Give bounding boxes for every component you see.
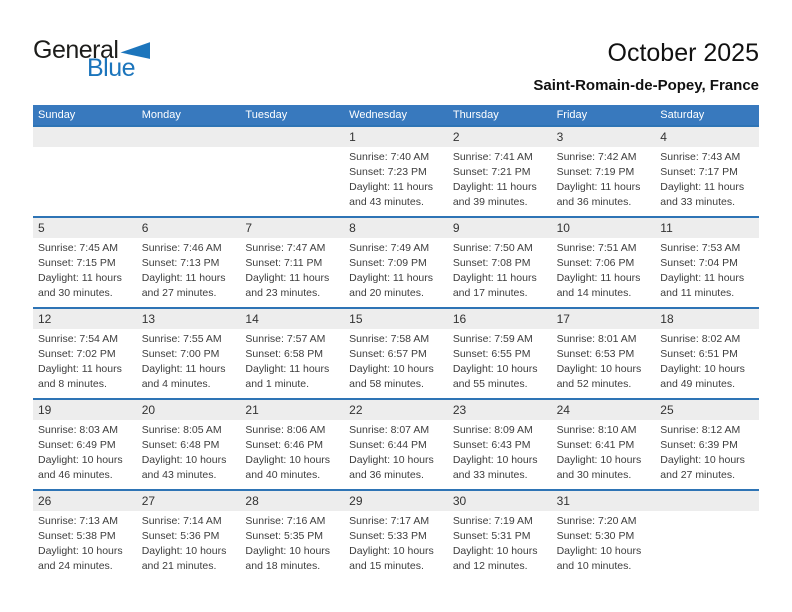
day-cell-details [655, 238, 759, 307]
daylight-line-1: Daylight: 10 hours [38, 454, 123, 466]
daylight-line-2: and 21 minutes. [141, 560, 217, 572]
logo-text-general: General [33, 36, 119, 64]
day-cell-details [655, 420, 759, 489]
day-cell-details [137, 420, 241, 489]
empty-day-number [33, 127, 137, 147]
empty-day-number [655, 491, 759, 511]
sunrise-line: Sunrise: 7:46 AM [141, 242, 222, 254]
sunset-line: Sunset: 7:11 PM [245, 257, 323, 269]
sunrise-line: Sunrise: 8:12 AM [660, 424, 741, 436]
day-cell-details [33, 420, 137, 489]
daylight-line-1: Daylight: 11 hours [38, 272, 122, 284]
day-number: 20 [141, 403, 156, 417]
day-header-friday: Friday [556, 109, 588, 121]
sunrise-line: Sunrise: 8:09 AM [452, 424, 533, 436]
day-number: 15 [349, 312, 363, 326]
daylight-line-1: Daylight: 11 hours [349, 272, 433, 284]
sunrise-line: Sunrise: 8:02 AM [660, 333, 741, 345]
day-number: 30 [452, 494, 467, 508]
sunset-line: Sunset: 6:58 PM [245, 348, 324, 360]
daylight-line-1: Daylight: 10 hours [141, 454, 227, 466]
sunrise-line: Sunrise: 8:05 AM [141, 424, 222, 436]
sunset-line: Sunset: 6:44 PM [349, 439, 427, 451]
calendar-week-row [33, 489, 759, 580]
daylight-line-2: and 4 minutes. [141, 378, 211, 390]
empty-day-cell [240, 147, 344, 216]
daylight-line-1: Daylight: 10 hours [556, 454, 642, 466]
day-number: 1 [349, 130, 356, 144]
day-details-row [33, 420, 759, 489]
day-cell-details [344, 511, 448, 580]
day-cell-details [552, 511, 656, 580]
sunrise-line: Sunrise: 7:17 AM [349, 515, 430, 527]
daylight-line-2: and 33 minutes. [452, 469, 528, 481]
day-number: 22 [349, 403, 363, 417]
daylight-line-2: and 43 minutes. [349, 196, 424, 208]
sunrise-line: Sunrise: 7:41 AM [452, 151, 533, 163]
sunrise-line: Sunrise: 7:49 AM [349, 242, 430, 254]
daylight-line-2: and 24 minutes. [38, 560, 113, 572]
day-number-stripe [33, 491, 759, 511]
daylight-line-2: and 18 minutes. [245, 560, 321, 572]
month-title: October 2025 [607, 39, 759, 67]
sunset-line: Sunset: 6:39 PM [660, 439, 738, 451]
daylight-line-2: and 27 minutes. [141, 287, 217, 299]
sunset-line: Sunset: 7:09 PM [349, 257, 427, 269]
day-number: 23 [452, 403, 467, 417]
daylight-line-1: Daylight: 10 hours [452, 454, 538, 466]
day-number: 10 [556, 221, 570, 235]
sunset-line: Sunset: 6:43 PM [452, 439, 531, 451]
daylight-line-1: Daylight: 10 hours [452, 363, 538, 375]
empty-day-cell [33, 147, 137, 216]
daylight-line-2: and 43 minutes. [141, 469, 217, 481]
day-cell-details [33, 329, 137, 398]
daylight-line-2: and 55 minutes. [452, 378, 528, 390]
calendar-weeks [33, 125, 759, 580]
day-number: 4 [660, 130, 667, 144]
daylight-line-2: and 40 minutes. [245, 469, 321, 481]
sunrise-line: Sunrise: 7:51 AM [556, 242, 637, 254]
daylight-line-1: Daylight: 10 hours [141, 545, 227, 557]
day-number: 5 [38, 221, 45, 235]
daylight-line-2: and 1 minute. [245, 378, 310, 390]
empty-day-number [137, 127, 241, 147]
day-number: 7 [245, 221, 253, 235]
day-cell-details [552, 329, 656, 398]
daylight-line-2: and 36 minutes. [556, 196, 632, 208]
day-cell-details [552, 420, 656, 489]
sunset-line: Sunset: 6:49 PM [38, 439, 116, 451]
day-number: 21 [245, 403, 259, 417]
empty-day-cell [655, 511, 759, 580]
daylight-line-1: Daylight: 11 hours [141, 363, 226, 375]
day-cell-details [448, 238, 552, 307]
calendar-week-row [33, 398, 759, 489]
daylight-line-1: Daylight: 10 hours [452, 545, 538, 557]
daylight-line-1: Daylight: 11 hours [349, 181, 433, 193]
day-cell-details [137, 511, 241, 580]
location-subtitle: Saint-Romain-de-Popey, France [533, 77, 759, 94]
day-number: 29 [349, 494, 363, 508]
day-cell-details [344, 329, 448, 398]
daylight-line-1: Daylight: 10 hours [660, 363, 745, 375]
calendar-week-row [33, 307, 759, 398]
sunrise-line: Sunrise: 8:07 AM [349, 424, 430, 436]
day-header-tuesday: Tuesday [245, 109, 288, 121]
day-header-thursday: Thursday [452, 109, 499, 121]
sunset-line: Sunset: 6:48 PM [141, 439, 220, 451]
daylight-line-2: and 17 minutes. [452, 287, 528, 299]
day-cell-details [655, 329, 759, 398]
daylight-line-1: Daylight: 11 hours [245, 363, 330, 375]
day-number: 12 [38, 312, 52, 326]
sunrise-line: Sunrise: 7:19 AM [452, 515, 533, 527]
daylight-line-2: and 11 minutes. [660, 287, 735, 299]
day-cell-details [137, 329, 241, 398]
daylight-line-1: Daylight: 10 hours [556, 363, 642, 375]
day-cell-details [33, 238, 137, 307]
daylight-line-2: and 33 minutes. [660, 196, 735, 208]
daylight-line-2: and 30 minutes. [38, 287, 113, 299]
day-header-sunday: Sunday [38, 109, 76, 121]
sunset-line: Sunset: 7:02 PM [38, 348, 116, 360]
sunset-line: Sunset: 7:15 PM [38, 257, 116, 269]
daylight-line-1: Daylight: 10 hours [349, 454, 434, 466]
daylight-line-1: Daylight: 11 hours [245, 272, 330, 284]
day-details-row [33, 147, 759, 216]
day-cell-details [33, 511, 137, 580]
daylight-line-2: and 52 minutes. [556, 378, 632, 390]
sunrise-line: Sunrise: 7:54 AM [38, 333, 118, 345]
sunrise-line: Sunrise: 7:14 AM [141, 515, 222, 527]
sunset-line: Sunset: 6:57 PM [349, 348, 427, 360]
daylight-line-1: Daylight: 11 hours [556, 272, 641, 284]
sunset-line: Sunset: 6:53 PM [556, 348, 635, 360]
day-details-row [33, 238, 759, 307]
calendar-table [33, 105, 759, 580]
daylight-line-1: Daylight: 10 hours [660, 454, 745, 466]
day-cell-details [240, 420, 344, 489]
daylight-line-2: and 49 minutes. [660, 378, 735, 390]
daylight-line-2: and 58 minutes. [349, 378, 424, 390]
daylight-line-2: and 15 minutes. [349, 560, 424, 572]
daylight-line-1: Daylight: 11 hours [556, 181, 641, 193]
sunrise-line: Sunrise: 8:10 AM [556, 424, 637, 436]
sunrise-line: Sunrise: 7:57 AM [245, 333, 326, 345]
day-number: 2 [452, 130, 460, 144]
sunset-line: Sunset: 7:08 PM [452, 257, 531, 269]
sunset-line: Sunset: 7:23 PM [349, 166, 427, 178]
day-number: 8 [349, 221, 356, 235]
sunrise-line: Sunrise: 7:13 AM [38, 515, 118, 527]
empty-day-cell [137, 147, 241, 216]
daylight-line-2: and 8 minutes. [38, 378, 107, 390]
daylight-line-2: and 46 minutes. [38, 469, 113, 481]
sunset-line: Sunset: 7:06 PM [556, 257, 635, 269]
sunrise-line: Sunrise: 7:58 AM [349, 333, 430, 345]
day-number: 17 [556, 312, 570, 326]
page-titles [533, 38, 759, 94]
daylight-line-1: Daylight: 11 hours [660, 272, 745, 284]
sunrise-line: Sunrise: 7:47 AM [245, 242, 326, 254]
day-number: 28 [245, 494, 259, 508]
daylight-line-1: Daylight: 10 hours [556, 545, 642, 557]
sunset-line: Sunset: 6:55 PM [452, 348, 531, 360]
daylight-line-1: Daylight: 11 hours [38, 363, 122, 375]
sunset-line: Sunset: 7:17 PM [660, 166, 738, 178]
day-details-row [33, 511, 759, 580]
sunrise-line: Sunrise: 7:42 AM [556, 151, 637, 163]
sunset-line: Sunset: 5:38 PM [38, 530, 116, 542]
day-cell-details [240, 238, 344, 307]
day-number: 11 [660, 221, 673, 235]
daylight-line-2: and 30 minutes. [556, 469, 632, 481]
sunset-line: Sunset: 7:00 PM [141, 348, 220, 360]
day-cell-details [655, 147, 759, 216]
sunrise-line: Sunrise: 8:03 AM [38, 424, 118, 436]
day-cell-details [448, 420, 552, 489]
daylight-line-1: Daylight: 10 hours [349, 545, 434, 557]
daylight-line-1: Daylight: 10 hours [245, 454, 331, 466]
sunset-line: Sunset: 7:21 PM [452, 166, 531, 178]
day-cell-details [552, 238, 656, 307]
sunset-line: Sunset: 5:36 PM [141, 530, 220, 542]
daylight-line-2: and 36 minutes. [349, 469, 424, 481]
daylight-line-2: and 27 minutes. [660, 469, 735, 481]
sunset-line: Sunset: 6:46 PM [245, 439, 324, 451]
daylight-line-2: and 10 minutes. [556, 560, 632, 572]
day-number-stripe [33, 127, 759, 147]
day-header-wednesday: Wednesday [349, 109, 408, 121]
sunset-line: Sunset: 5:33 PM [349, 530, 427, 542]
day-cell-details [552, 147, 656, 216]
daylight-line-2: and 39 minutes. [452, 196, 528, 208]
sunrise-line: Sunrise: 7:40 AM [349, 151, 430, 163]
day-number-stripe [33, 400, 759, 420]
day-number: 25 [660, 403, 674, 417]
sunset-line: Sunset: 5:30 PM [556, 530, 635, 542]
sunset-line: Sunset: 5:35 PM [245, 530, 324, 542]
day-number-stripe [33, 218, 759, 238]
sunset-line: Sunset: 7:04 PM [660, 257, 738, 269]
day-number: 6 [141, 221, 149, 235]
sunset-line: Sunset: 7:13 PM [141, 257, 220, 269]
day-number: 3 [556, 130, 564, 144]
daylight-line-2: and 12 minutes. [452, 560, 528, 572]
sunset-line: Sunset: 6:51 PM [660, 348, 738, 360]
general-blue-logo [33, 38, 150, 81]
sunset-line: Sunset: 5:31 PM [452, 530, 531, 542]
day-number: 31 [556, 494, 570, 508]
day-header-monday: Monday [141, 109, 181, 121]
sunrise-line: Sunrise: 7:59 AM [452, 333, 533, 345]
day-number: 14 [245, 312, 259, 326]
daylight-line-1: Daylight: 10 hours [245, 545, 331, 557]
daylight-line-2: and 14 minutes. [556, 287, 632, 299]
day-cell-details [344, 147, 448, 216]
sunset-line: Sunset: 7:19 PM [556, 166, 635, 178]
day-number: 27 [141, 494, 156, 508]
daylight-line-1: Daylight: 11 hours [141, 272, 226, 284]
daylight-line-1: Daylight: 11 hours [452, 181, 537, 193]
day-number: 13 [141, 312, 156, 326]
sunrise-line: Sunrise: 7:55 AM [141, 333, 222, 345]
sunrise-line: Sunrise: 7:16 AM [245, 515, 326, 527]
day-number: 26 [38, 494, 52, 508]
sunrise-line: Sunrise: 8:01 AM [556, 333, 637, 345]
sunrise-line: Sunrise: 7:45 AM [38, 242, 118, 254]
day-cell-details [240, 511, 344, 580]
day-number: 9 [452, 221, 460, 235]
weekday-header-row [33, 105, 759, 125]
day-details-row [33, 329, 759, 398]
daylight-line-2: and 23 minutes. [245, 287, 321, 299]
day-number: 24 [556, 403, 570, 417]
daylight-line-2: and 20 minutes. [349, 287, 424, 299]
day-cell-details [344, 238, 448, 307]
sunset-line: Sunset: 6:41 PM [556, 439, 635, 451]
logo-word-blue: Blue [87, 54, 136, 82]
sunrise-line: Sunrise: 8:06 AM [245, 424, 326, 436]
empty-day-number [240, 127, 344, 147]
sunrise-line: Sunrise: 7:53 AM [660, 242, 741, 254]
day-header-saturday: Saturday [660, 109, 705, 121]
daylight-line-1: Daylight: 10 hours [38, 545, 123, 557]
sunrise-line: Sunrise: 7:43 AM [660, 151, 741, 163]
daylight-line-1: Daylight: 11 hours [660, 181, 745, 193]
day-number: 16 [452, 312, 467, 326]
daylight-line-1: Daylight: 11 hours [452, 272, 537, 284]
daylight-line-1: Daylight: 10 hours [349, 363, 434, 375]
sunrise-line: Sunrise: 7:20 AM [556, 515, 637, 527]
day-cell-details [448, 329, 552, 398]
sunrise-line: Sunrise: 7:50 AM [452, 242, 533, 254]
day-cell-details [448, 511, 552, 580]
day-cell-details [448, 147, 552, 216]
day-cell-details [137, 238, 241, 307]
day-cell-details [240, 329, 344, 398]
day-number: 19 [38, 403, 52, 417]
day-number-stripe [33, 309, 759, 329]
day-cell-details [344, 420, 448, 489]
day-number: 18 [660, 312, 674, 326]
calendar-week-row [33, 216, 759, 307]
calendar-week-row [33, 125, 759, 216]
